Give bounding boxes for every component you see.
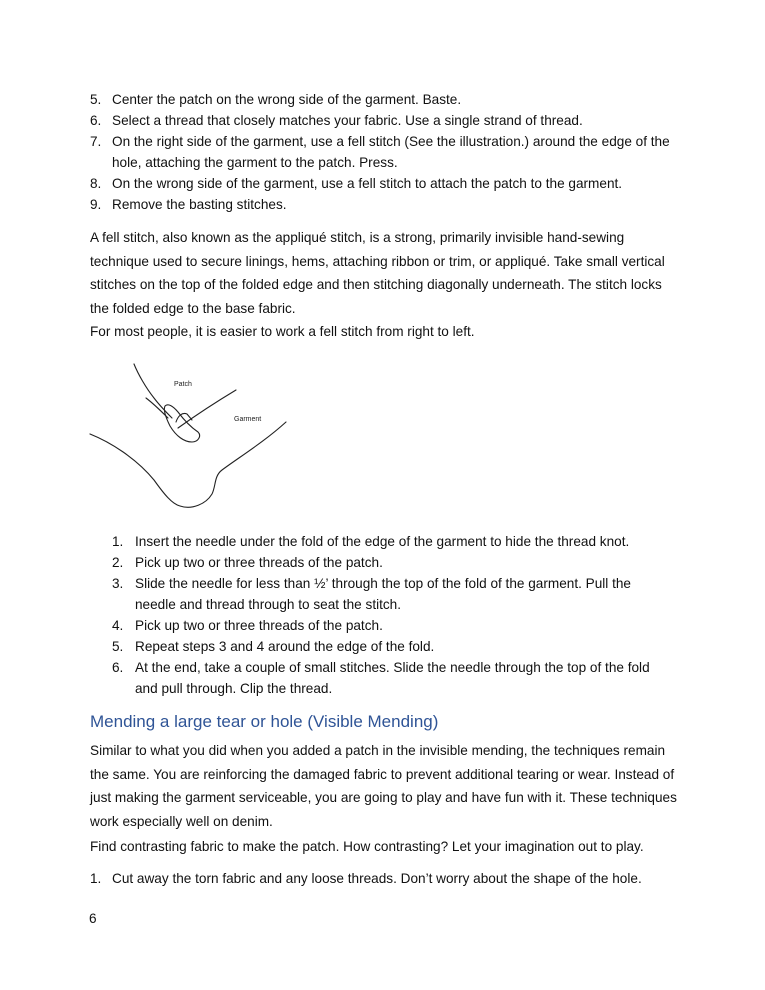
step-text: On the wrong side of the garment, use a fell stitch to attach the patch to the garment. — [112, 176, 623, 191]
page-number: 6 — [89, 911, 97, 926]
step-text: Insert the needle under the fold of the edge of the garment to hide the thread knot. — [135, 534, 630, 549]
step-text: Pick up two or three threads of the patch. — [135, 555, 383, 570]
section-heading: Mending a large tear or hole (Visible Mending) — [90, 712, 439, 731]
step-number: 3. — [112, 576, 124, 591]
needle-line — [178, 390, 236, 428]
step-text: Pick up two or three threads of the patch. — [135, 618, 383, 633]
step-number: 8. — [90, 176, 102, 191]
list-item — [112, 573, 672, 615]
list-item — [112, 636, 672, 657]
step-number: 7. — [90, 134, 102, 149]
step-number: 5. — [90, 92, 102, 107]
step-number: 5. — [112, 639, 124, 654]
list-item — [90, 194, 680, 215]
visible-mending-paragraph: Similar to what you did when you added a patch in the invisible mending, the techniques remain the same. You are reinforcing the damaged fabric to prevent additional tearing or wear. Instead of just making the garment serviceable, you are going to play and have fun with it. These techniques work especially well on denim. — [90, 743, 677, 829]
step-text: Cut away the torn fabric and any loose threads. Don’t worry about the shape of the hole. — [112, 871, 642, 886]
fell-stitch-paragraph: A fell stitch, also known as the appliqué stitch, is a strong, primarily invisible hand-sewing technique used to secure linings, hems, attaching ribbon or trim, or appliqué. Take small vertical stitches on the top of the folded edge and then stitching diagonally underneath. The stitch locks the folded edge to the base fabric. — [90, 230, 665, 316]
needle-shape — [176, 413, 192, 422]
contrast-paragraph: Find contrasting fabric to make the patch. How contrasting? Let your imagination out to play. — [90, 839, 644, 854]
fell-stitch-steps-list — [112, 531, 672, 699]
list-item — [90, 868, 680, 889]
list-item — [112, 531, 672, 552]
thread-line — [134, 364, 172, 418]
list-item — [90, 110, 680, 131]
step-text: Repeat steps 3 and 4 around the edge of the fold. — [135, 639, 435, 654]
list-item — [112, 552, 672, 573]
garment-label: Garment — [234, 416, 262, 423]
list-item — [112, 615, 672, 636]
step-number: 1. — [90, 871, 102, 886]
step-text: Slide the needle for less than ½’ through the top of the fold of the garment. Pull the needle and thread through to seat the stitch. — [135, 576, 631, 612]
patch-label: Patch — [174, 381, 192, 388]
step-text: Remove the basting stitches. — [112, 197, 287, 212]
list-item — [90, 173, 680, 194]
step-number: 9. — [90, 197, 102, 212]
step-number: 6. — [90, 113, 102, 128]
patch-steps-list — [90, 89, 680, 215]
patch-outline — [164, 405, 199, 442]
step-number: 2. — [112, 555, 124, 570]
step-text: At the end, take a couple of small stitches. Slide the needle through the top of the fold and pull through. Clip the thread. — [135, 660, 650, 696]
garment-outline — [90, 422, 286, 507]
list-item — [112, 657, 672, 699]
step-text: On the right side of the garment, use a fell stitch (See the illustration.) around the edge of the hole, attaching the garment to the patch. Press. — [112, 134, 670, 170]
step-text: Center the patch on the wrong side of the garment. Baste. — [112, 92, 462, 107]
step-number: 6. — [112, 660, 124, 675]
step-text: Select a thread that closely matches your fabric. Use a single strand of thread. — [112, 113, 583, 128]
list-item — [90, 131, 680, 173]
step-number: 1. — [112, 534, 124, 549]
list-item — [90, 89, 680, 110]
fell-stitch-illustration — [88, 358, 293, 513]
step-number: 4. — [112, 618, 124, 633]
direction-paragraph: For most people, it is easier to work a fell stitch from right to left. — [90, 324, 475, 339]
visible-mending-steps-list — [90, 868, 680, 889]
